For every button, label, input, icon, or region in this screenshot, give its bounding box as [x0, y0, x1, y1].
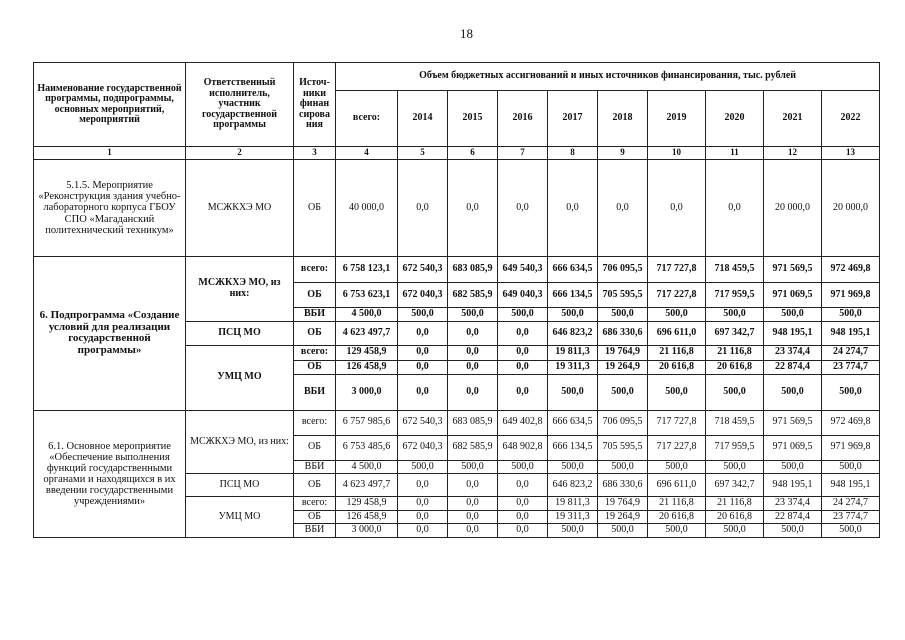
header-year: 2017: [548, 91, 598, 147]
value-cell: 672 040,3: [398, 283, 448, 308]
value-cell: 948 195,1: [822, 321, 880, 345]
value-cell: 22 874,4: [764, 510, 822, 524]
table-row: [34, 410, 880, 435]
value-cell: 972 469,8: [822, 410, 880, 435]
value-cell: 666 134,5: [548, 283, 598, 308]
value-cell: 500,0: [648, 374, 706, 410]
row-source: ВБИ: [294, 308, 336, 322]
value-cell: 21 116,8: [706, 345, 764, 360]
value-cell: 24 274,7: [822, 345, 880, 360]
value-cell: 23 774,7: [822, 360, 880, 374]
value-cell: 646 823,2: [548, 321, 598, 345]
column-index: 6: [448, 147, 498, 160]
value-cell: 500,0: [764, 460, 822, 474]
value-cell: 6 758 123,1: [336, 257, 398, 283]
value-cell: 0,0: [448, 160, 498, 257]
value-cell: 706 095,5: [598, 410, 648, 435]
row-source: ВБИ: [294, 524, 336, 538]
value-cell: 500,0: [822, 374, 880, 410]
header-year: 2018: [598, 91, 648, 147]
value-cell: 4 500,0: [336, 460, 398, 474]
value-cell: 0,0: [598, 160, 648, 257]
value-cell: 6 753 485,6: [336, 435, 398, 460]
column-index: 11: [706, 147, 764, 160]
header-year: 2021: [764, 91, 822, 147]
value-cell: 20 616,8: [706, 360, 764, 374]
header-year: 2022: [822, 91, 880, 147]
value-cell: 0,0: [448, 510, 498, 524]
value-cell: 0,0: [398, 160, 448, 257]
value-cell: 971 569,5: [764, 257, 822, 283]
value-cell: 648 902,8: [498, 435, 548, 460]
value-cell: 682 585,9: [448, 435, 498, 460]
header-name: Наименование государственной программы, подпрограммы, основных мероприятий, мероприятий: [34, 63, 186, 147]
value-cell: 19 764,9: [598, 345, 648, 360]
value-cell: 19 311,3: [548, 510, 598, 524]
value-cell: 0,0: [398, 360, 448, 374]
column-index: 7: [498, 147, 548, 160]
value-cell: 971 069,5: [764, 435, 822, 460]
value-cell: 686 330,6: [598, 321, 648, 345]
header-year: 2019: [648, 91, 706, 147]
value-cell: 500,0: [764, 308, 822, 322]
row-name: 5.1.5. Мероприятие «Реконструкция здания учебно-лабораторного корпуса ГБОУ СПО «Магаданский политехнический техникум»: [34, 160, 186, 257]
value-cell: 19 264,9: [598, 360, 648, 374]
value-cell: 948 195,1: [764, 321, 822, 345]
value-cell: 0,0: [706, 160, 764, 257]
row-executor: УМЦ МО: [186, 345, 294, 410]
value-cell: 672 040,3: [398, 435, 448, 460]
value-cell: 500,0: [706, 308, 764, 322]
value-cell: 500,0: [706, 374, 764, 410]
value-cell: 500,0: [598, 374, 648, 410]
value-cell: 972 469,8: [822, 257, 880, 283]
value-cell: 0,0: [498, 497, 548, 511]
value-cell: 0,0: [448, 524, 498, 538]
row-executor: МСЖКХЭ МО: [186, 160, 294, 257]
row-executor: МСЖКХЭ МО, из них:: [186, 257, 294, 322]
value-cell: 717 959,5: [706, 283, 764, 308]
table-row: [34, 257, 880, 283]
value-cell: 500,0: [548, 374, 598, 410]
value-cell: 0,0: [648, 160, 706, 257]
value-cell: 500,0: [598, 460, 648, 474]
row-source: ОБ: [294, 321, 336, 345]
value-cell: 666 634,5: [548, 257, 598, 283]
value-cell: 23 374,4: [764, 497, 822, 511]
row-executor: МСЖКХЭ МО, из них:: [186, 410, 294, 474]
value-cell: 649 040,3: [498, 283, 548, 308]
row-source: ОБ: [294, 510, 336, 524]
value-cell: 0,0: [448, 360, 498, 374]
value-cell: 682 585,9: [448, 283, 498, 308]
column-index: 4: [336, 147, 398, 160]
value-cell: 19 811,3: [548, 497, 598, 511]
value-cell: 0,0: [448, 374, 498, 410]
value-cell: 129 458,9: [336, 497, 398, 511]
value-cell: 666 634,5: [548, 410, 598, 435]
value-cell: 717 959,5: [706, 435, 764, 460]
value-cell: 0,0: [498, 160, 548, 257]
value-cell: 696 611,0: [648, 321, 706, 345]
value-cell: 971 969,8: [822, 283, 880, 308]
header-year: 2014: [398, 91, 448, 147]
value-cell: 0,0: [398, 321, 448, 345]
header-year: 2015: [448, 91, 498, 147]
column-index: 10: [648, 147, 706, 160]
value-cell: 500,0: [822, 308, 880, 322]
value-cell: 0,0: [398, 474, 448, 497]
row-name: 6. Подпрограмма «Создание условий для реализации государственной программы»: [34, 257, 186, 411]
value-cell: 500,0: [648, 460, 706, 474]
row-source: всего:: [294, 257, 336, 283]
value-cell: 3 000,0: [336, 524, 398, 538]
value-cell: 948 195,1: [822, 474, 880, 497]
value-cell: 500,0: [548, 524, 598, 538]
value-cell: 21 116,8: [706, 497, 764, 511]
column-index: 13: [822, 147, 880, 160]
column-index: 9: [598, 147, 648, 160]
value-cell: 0,0: [448, 321, 498, 345]
value-cell: 718 459,5: [706, 257, 764, 283]
value-cell: 0,0: [498, 510, 548, 524]
column-index: 2: [186, 147, 294, 160]
value-cell: 718 459,5: [706, 410, 764, 435]
value-cell: 0,0: [498, 345, 548, 360]
header-volume: Объем бюджетных ассигнований и иных источников финансирования, тыс. рублей: [336, 63, 880, 91]
value-cell: 500,0: [822, 524, 880, 538]
value-cell: 500,0: [398, 460, 448, 474]
value-cell: 24 274,7: [822, 497, 880, 511]
value-cell: 717 227,8: [648, 435, 706, 460]
value-cell: 40 000,0: [336, 160, 398, 257]
value-cell: 0,0: [398, 510, 448, 524]
value-cell: 0,0: [398, 524, 448, 538]
value-cell: 948 195,1: [764, 474, 822, 497]
value-cell: 0,0: [498, 474, 548, 497]
value-cell: 500,0: [498, 460, 548, 474]
value-cell: 19 764,9: [598, 497, 648, 511]
value-cell: 500,0: [648, 524, 706, 538]
value-cell: 0,0: [498, 321, 548, 345]
value-cell: 0,0: [498, 524, 548, 538]
value-cell: 20 616,8: [648, 510, 706, 524]
value-cell: 0,0: [398, 345, 448, 360]
column-index: 3: [294, 147, 336, 160]
value-cell: 0,0: [448, 474, 498, 497]
row-source: всего:: [294, 410, 336, 435]
value-cell: 705 595,5: [598, 435, 648, 460]
row-source: ОБ: [294, 360, 336, 374]
value-cell: 0,0: [498, 360, 548, 374]
value-cell: 126 458,9: [336, 510, 398, 524]
row-source: всего:: [294, 497, 336, 511]
row-executor: ПСЦ МО: [186, 474, 294, 497]
value-cell: 500,0: [764, 524, 822, 538]
row-name: 6.1. Основное мероприятие «Обеспечение выполнения функций государственными органами и находящихся в их введении государственными учреждениями»: [34, 410, 186, 538]
header-year: 2016: [498, 91, 548, 147]
value-cell: 672 540,3: [398, 410, 448, 435]
column-index: 5: [398, 147, 448, 160]
value-cell: 696 611,0: [648, 474, 706, 497]
row-executor: УМЦ МО: [186, 497, 294, 538]
table-row: [34, 160, 880, 257]
row-source: всего:: [294, 345, 336, 360]
value-cell: 683 085,9: [448, 410, 498, 435]
value-cell: 672 540,3: [398, 257, 448, 283]
header-year: 2020: [706, 91, 764, 147]
value-cell: 20 616,8: [706, 510, 764, 524]
value-cell: 500,0: [598, 308, 648, 322]
value-cell: 20 616,8: [648, 360, 706, 374]
value-cell: 705 595,5: [598, 283, 648, 308]
column-index: 12: [764, 147, 822, 160]
value-cell: 971 569,5: [764, 410, 822, 435]
value-cell: 0,0: [548, 160, 598, 257]
value-cell: 23 774,7: [822, 510, 880, 524]
value-cell: 686 330,6: [598, 474, 648, 497]
value-cell: 19 811,3: [548, 345, 598, 360]
row-source: ВБИ: [294, 374, 336, 410]
value-cell: 0,0: [498, 374, 548, 410]
value-cell: 21 116,8: [648, 497, 706, 511]
header-source: Источ-ники финан сирова ния: [294, 63, 336, 147]
value-cell: 646 823,2: [548, 474, 598, 497]
value-cell: 129 458,9: [336, 345, 398, 360]
value-cell: 697 342,7: [706, 321, 764, 345]
value-cell: 0,0: [398, 374, 448, 410]
value-cell: 21 116,8: [648, 345, 706, 360]
value-cell: 500,0: [498, 308, 548, 322]
value-cell: 649 402,8: [498, 410, 548, 435]
value-cell: 0,0: [448, 345, 498, 360]
value-cell: 500,0: [598, 524, 648, 538]
value-cell: 500,0: [706, 524, 764, 538]
value-cell: 500,0: [822, 460, 880, 474]
value-cell: 20 000,0: [764, 160, 822, 257]
header-year: всего:: [336, 91, 398, 147]
value-cell: 126 458,9: [336, 360, 398, 374]
value-cell: 971 969,8: [822, 435, 880, 460]
value-cell: 6 753 623,1: [336, 283, 398, 308]
value-cell: 6 757 985,6: [336, 410, 398, 435]
row-source: ОБ: [294, 435, 336, 460]
value-cell: 500,0: [548, 460, 598, 474]
value-cell: 717 227,8: [648, 283, 706, 308]
value-cell: 4 623 497,7: [336, 321, 398, 345]
value-cell: 500,0: [764, 374, 822, 410]
column-index: 8: [548, 147, 598, 160]
value-cell: 4 623 497,7: [336, 474, 398, 497]
value-cell: 0,0: [398, 497, 448, 511]
value-cell: 971 069,5: [764, 283, 822, 308]
value-cell: 697 342,7: [706, 474, 764, 497]
row-source: ОБ: [294, 160, 336, 257]
value-cell: 500,0: [706, 460, 764, 474]
value-cell: 666 134,5: [548, 435, 598, 460]
page-number: 18: [460, 26, 473, 41]
value-cell: 19 311,3: [548, 360, 598, 374]
value-cell: 717 727,8: [648, 257, 706, 283]
row-source: ВБИ: [294, 460, 336, 474]
value-cell: 500,0: [548, 308, 598, 322]
value-cell: 500,0: [448, 460, 498, 474]
value-cell: 3 000,0: [336, 374, 398, 410]
value-cell: 0,0: [448, 497, 498, 511]
value-cell: 706 095,5: [598, 257, 648, 283]
value-cell: 500,0: [398, 308, 448, 322]
value-cell: 22 874,4: [764, 360, 822, 374]
value-cell: 683 085,9: [448, 257, 498, 283]
value-cell: 717 727,8: [648, 410, 706, 435]
row-source: ОБ: [294, 474, 336, 497]
column-index: 1: [34, 147, 186, 160]
value-cell: 500,0: [448, 308, 498, 322]
value-cell: 20 000,0: [822, 160, 880, 257]
value-cell: 19 264,9: [598, 510, 648, 524]
row-source: ОБ: [294, 283, 336, 308]
budget-table: [33, 62, 880, 538]
header-executor: Ответственный исполнитель, участник государственной программы: [186, 63, 294, 147]
value-cell: 649 540,3: [498, 257, 548, 283]
row-executor: ПСЦ МО: [186, 321, 294, 345]
value-cell: 500,0: [648, 308, 706, 322]
value-cell: 23 374,4: [764, 345, 822, 360]
value-cell: 4 500,0: [336, 308, 398, 322]
